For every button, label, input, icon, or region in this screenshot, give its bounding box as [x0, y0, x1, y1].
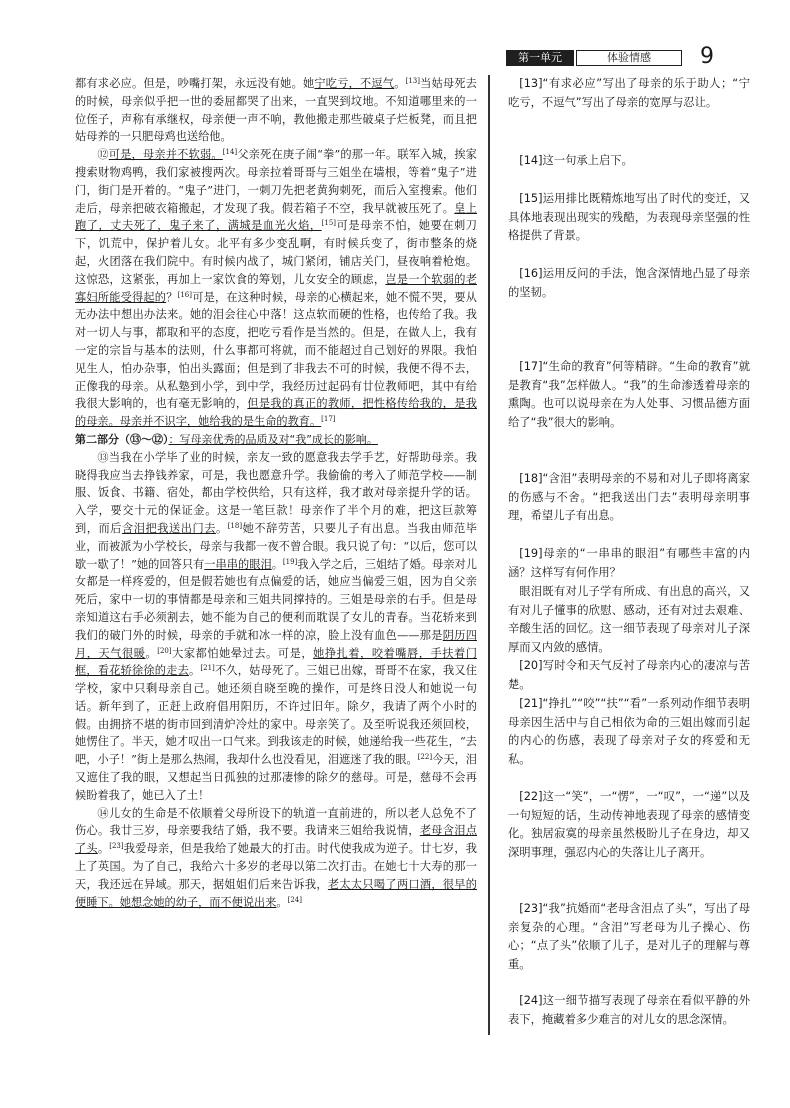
note-20: [20]写时令和天气反衬了母亲内心的凄凉与苦楚。 — [508, 659, 750, 691]
section-heading: 第二部分（⑬～⑫）：写母亲优秀的品质及对“我”成长的影响。 — [75, 432, 378, 446]
note-18: [18]“含泪”表明母亲的不易和对儿子即将离家的伤感与不舍。“把我送出门去”表明母亲明事理，希望儿子有出息。 — [508, 472, 750, 523]
paragraph-13: ⑬当我在小学毕了业的时候，亲友一致的愿意我去学手艺，好帮助母亲。我晓得我应当去挣钱养家，可是，我也愿意升学。我偷偷的考入了师范学校——制服、饭食、书籍、宿处，都由学校供给，只有这样，我才敢对母亲提升学的话。入学，要交十元的保证金。这是一笔巨款！母亲作了半个月的难，把这巨款筹到，而后含泪把我送出门去。[18]她不辞劳苦，只要儿子有出息。当我由师范毕业，而被派为小学校长，母亲与我都一夜不曾合眼。我只说了句：“以后，您可以歇一歇了！”她的回答只有一串串的眼泪。[19]我入学之后，三姐结了婚。母亲对儿女都是一样疼爱的，但是假若她也有点偏爱的话，她应当偏爱三姐，因为自父亲死后，家中一切的事情都是母亲和三姐共同撑持的。三姐是母亲的右手。但是母亲知道这右手必须割去，她不能为自己的便利而耽误了女儿的青春。当花轿来到我们的破门外的时候，母亲的手就和冰一样的凉，脸上没有血色——那是阴历四月，天气很暖。[20]大家都怕她晕过去。可是，她挣扎着，咬着嘴唇，手扶着门框，看花轿徐徐的走去。[21]不久，姑母死了。三姐已出嫁，哥哥不在家，我又住学校，家中只剩母亲自己。她还须自晓至晚的操作，可是终日没人和她说一句话。新年到了，正赶上政府倡用阳历，不许过旧年。除夕，我请了两个小时的假。由拥挤不堪的街市回到清炉冷灶的家中。母亲笑了。及至听说我还须回校，她愣住了。半天，她才叹出一口气来。到我该走的时候，她递给我一些花生，“去吧，小子！”街上是那么热闹，我却什么也没看见，泪遮迷了我的眼。[22]今天，泪又遮住了我的眼，又想起当日孤独的过那凄惨的除夕的慈母。可是，慈母不会再候盼着我了，她已入了土！ — [75, 450, 477, 802]
page-number: 9 — [700, 44, 714, 69]
note-19: [19]母亲的“一串串的眼泪”有哪些丰富的内涵？这样写有何作用？ — [508, 547, 750, 579]
annotation-marker: [23] — [109, 842, 124, 851]
note-17: [17]“生命的教育”何等精辟。“生命的教育”就是教育“我”怎样做人。“我”的生命渗透着母亲的熏陶。也可以说母亲在为人处事、习惯品德方面给了“我”很大的影响。 — [508, 360, 750, 430]
page-header — [506, 44, 750, 69]
annotation-marker: [19] — [282, 557, 298, 566]
note-19-answer: 眼泪既有对儿子学有所成、有出息的高兴，又有对儿子懂事的欣慰、感动，还有对过去艰难、辛酸生活的回忆。这一细节表现了母亲对儿子深厚而又内敛的感情。 — [508, 585, 750, 655]
note-14: [14]这一句承上启下。 — [519, 154, 633, 167]
note-22: [22]这一“笑”，一“愣”，一“叹”，一“递”以及一句短短的话，生动传神地表现了母亲的感情变化。独居寂寞的母亲虽然极盼儿子在身边，却又深明事理，强忍内心的失落让儿子离开。 — [508, 790, 750, 860]
unit-label: 第一单元 — [506, 50, 574, 66]
annotation-marker: [20] — [157, 646, 172, 655]
annotation-marker: [13] — [405, 77, 420, 85]
note-13: [13]“有求必应”写出了母亲的乐于助人；“宁吃亏，不逗气”写出了母亲的宽厚与忍让。 — [508, 77, 750, 109]
annotation-marker: [14] — [222, 148, 238, 157]
annotation-marker: [16] — [177, 290, 192, 299]
note-24: [24]这一细节描写表现了母亲在看似平静的外表下，掩藏着多少难言的对儿女的思念深情。 — [508, 994, 750, 1026]
note-21: [21]“挣扎”“咬”“扶”“看”一系列动作细节表明母亲因生活中与自己相依为命的三姐出嫁而引起的内心的伤感，表现了母亲对子女的疼爱和无私。 — [508, 697, 750, 767]
annotation-marker: [24] — [287, 895, 302, 904]
annotation-marker: [21] — [200, 664, 215, 673]
unit-title: 体验情感 — [576, 50, 682, 66]
note-16: [16]运用反问的手法，饱含深情地凸显了母亲的坚韧。 — [508, 267, 750, 299]
paragraph-12: ⑫可是，母亲并不软弱。[14]父亲死在庚子闹“拳”的那一年。联军入城，挨家搜索财物鸡鸭，我们家被搜两次。母亲拉着哥哥与三姐坐在墙根，等着“鬼子”进门，街门是开着的。“鬼子”进门，一刺刀先把老黄狗刺死，而后入室搜索。他们走后，母亲把破衣箱搬起，才发现了我。假若箱子不空，我早就被压死了。皇上跑了，丈夫死了，鬼子来了，满城是血光火焰，[15]可是母亲不怕，她要在刺刀下，饥荒中，保护着儿女。北平有多少变乱啊，有时候兵变了，街市整条的烧起，火团落在我们院中。有时候内战了，城门紧闭，铺店关门，昼夜响着枪炮。这惊恐，这紧张，再加上一家饮食的筹划，儿女安全的顾虑，岂是一个软弱的老寡妇所能受得起的？[16]可是，在这种时候，母亲的心横起来，她不慌不哭，要从无办法中想出办法来。她的泪会往心中落！这点软而硬的性格，也传给了我。我对一切人与事，都取和平的态度，把吃亏看作是当然的。但是，在做人上，我有一定的宗旨与基本的法则，什么事都可将就，而不能超过自己划好的界限。我怕见生人，怕办杂事，怕出头露面；但是到了非我去不可的时候，我便不得不去，正像我的母亲。从私塾到小学，到中学，我经历过起码有廿位教师吧，其中有给我很大影响的，也有毫无影响的，但是我的真正的教师，把性格传给我的，是我的母亲。母亲并不识字，她给我的是生命的教育。[17] — [75, 148, 477, 429]
column-divider — [488, 75, 490, 1035]
paragraph-14: ⑭儿女的生命是不依顺着父母所设下的轨道一直前进的，所以老人总免不了伤心。我廿三岁，母亲要我结了婚，我不要。我请来三姐给我说情，老母含泪点了头。[23]我爱母亲，但是我给了她最大的打击。时代使我成为逆子。廿七岁，我上了英国。为了自己，我给六十多岁的老母以第二次打击。在她七十大寿的那一天，我还远在异域。那天，据姐姐们后来告诉我，老太太只喝了两口酒，很早的便睡下。她想念她的幼子，而不便说出来。[24] — [75, 806, 477, 909]
paragraph-11-end: 都有求必应。但是，吵嘴打架，永远没有她。她宁吃亏，不逗气。[13]当姑母死去的时候，母亲似乎把一世的委屈都哭了出来，一直哭到坟地。不知道哪里来的一位侄子，声称有承继权，母亲便一声不响，教他搬走那些破桌子烂板凳，而且把姑母养的一只肥母鸡也送给他。 — [75, 77, 477, 144]
annotation-marker: [18] — [227, 521, 243, 530]
main-text — [75, 75, 477, 911]
note-23: [23]“我”抗婚而“老母含泪点了头”，写出了母亲复杂的心理。“含泪”写老母为儿子操心、伤心；“点了头”依顺了儿子，是对儿子的理解与尊重。 — [508, 902, 750, 972]
annotation-marker: [15] — [321, 219, 337, 228]
note-15: [15]运用排比既精炼地写出了时代的变迁，又具体地表现出现实的残酷，为表现母亲坚强的性格提供了背景。 — [508, 192, 750, 243]
annotation-marker: [17] — [321, 415, 336, 424]
annotation-marker: [22] — [417, 753, 433, 762]
